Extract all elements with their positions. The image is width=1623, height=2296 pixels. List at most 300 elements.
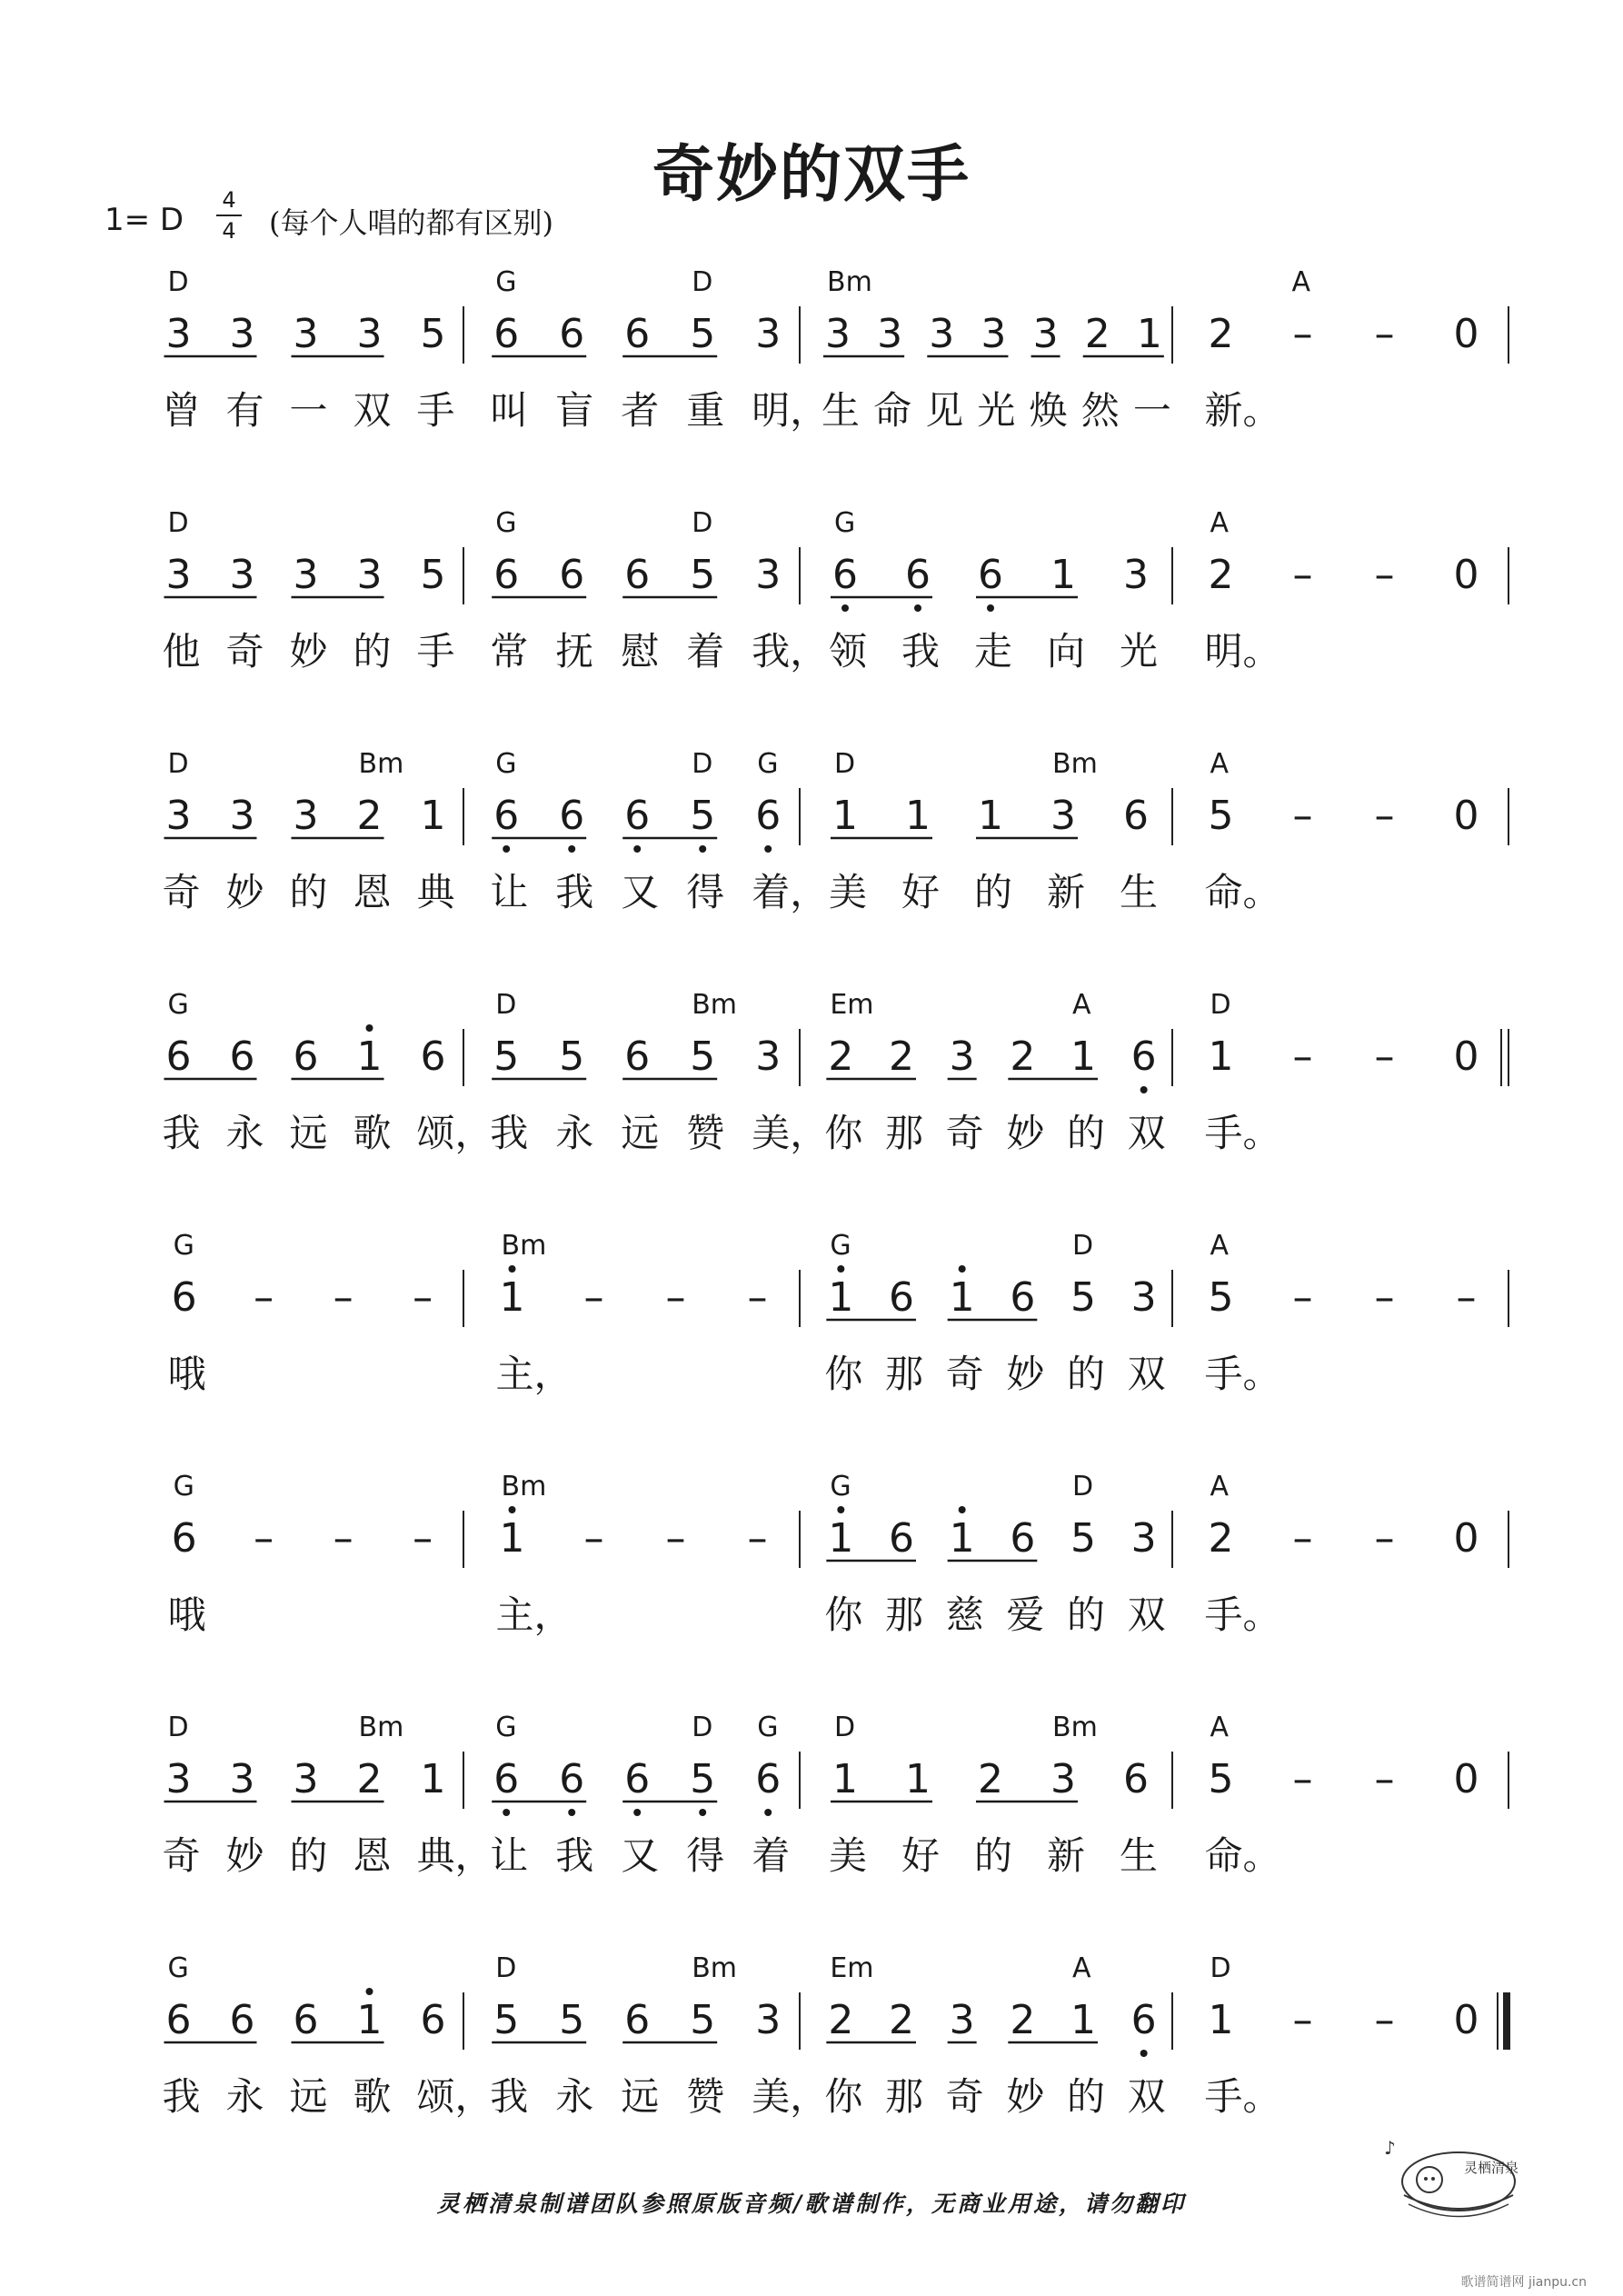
lyric: 我 bbox=[490, 2074, 529, 2119]
lyric: 见 bbox=[925, 388, 964, 433]
note: 1 bbox=[1208, 1997, 1234, 2043]
note: 3 bbox=[755, 1033, 782, 1080]
lyric: 你 bbox=[824, 2074, 863, 2119]
lyric: 奇 bbox=[945, 1352, 984, 1396]
lyric: 慰 bbox=[621, 629, 660, 674]
dash-note: – bbox=[1292, 793, 1313, 839]
note: 6 bbox=[1130, 1997, 1157, 2043]
chord-symbol: A bbox=[1210, 1471, 1230, 1502]
note: 1 bbox=[978, 793, 1003, 839]
chord-symbol: Bm bbox=[1052, 1712, 1098, 1743]
time-signature-denominator: 4 bbox=[222, 218, 236, 244]
note: 2 bbox=[889, 1997, 914, 2043]
note: 3 bbox=[755, 552, 782, 598]
note: 3 bbox=[229, 1756, 255, 1802]
note: 5 bbox=[1070, 1515, 1096, 1562]
low-octave-dot bbox=[699, 845, 706, 853]
note: 6 bbox=[559, 552, 585, 598]
lyric: 然 bbox=[1080, 388, 1120, 433]
note: 2 bbox=[1010, 1997, 1036, 2043]
note: 3 bbox=[165, 1756, 192, 1802]
note: 3 bbox=[981, 311, 1007, 357]
lyric: 的 bbox=[974, 870, 1013, 914]
note: 2 bbox=[1208, 311, 1234, 357]
note: 6 bbox=[493, 552, 520, 598]
dash-note: – bbox=[1292, 1756, 1313, 1802]
chord-symbol: Em bbox=[830, 989, 874, 1021]
lyric: 双 bbox=[1127, 1352, 1166, 1396]
lyric: 妙 bbox=[1006, 1111, 1045, 1155]
lyric: 新。 bbox=[1204, 388, 1281, 433]
note: 1 bbox=[1070, 1997, 1096, 2043]
note: 5 bbox=[559, 1997, 585, 2043]
lyric: 双 bbox=[1127, 1111, 1166, 1155]
lyric: 抚 bbox=[555, 629, 594, 674]
chord-symbol: D bbox=[167, 507, 189, 539]
note: 3 bbox=[356, 552, 383, 598]
lyric: 生 bbox=[1120, 1833, 1159, 1878]
note: 6 bbox=[1123, 1756, 1149, 1802]
dash-note: – bbox=[1374, 311, 1395, 357]
note: 6 bbox=[559, 793, 585, 839]
note: 6 bbox=[624, 552, 651, 598]
note: 1 bbox=[420, 793, 446, 839]
lyric: 主， bbox=[495, 1352, 573, 1396]
lyric: 美， bbox=[752, 2074, 829, 2119]
lyric: 我 bbox=[162, 2074, 201, 2119]
lyric: 向 bbox=[1047, 629, 1086, 674]
high-octave-dot bbox=[366, 1024, 373, 1032]
note: 3 bbox=[356, 311, 383, 357]
lyric: 赞 bbox=[686, 2074, 725, 2119]
chord-symbol: A bbox=[1210, 748, 1230, 780]
note: 3 bbox=[229, 793, 255, 839]
chord-symbol: D bbox=[692, 266, 713, 298]
dash-note: – bbox=[583, 1274, 604, 1321]
low-octave-dot bbox=[764, 1809, 772, 1816]
performance-remark: (每个人唱的都有区别) bbox=[269, 205, 553, 240]
note: 0 bbox=[1453, 793, 1479, 839]
note: 5 bbox=[690, 311, 716, 357]
chord-symbol: G bbox=[757, 748, 779, 780]
lyric: 双 bbox=[1127, 2074, 1166, 2119]
lyric: 的 bbox=[1067, 2074, 1106, 2119]
note: 0 bbox=[1453, 552, 1479, 598]
lyric: 的 bbox=[289, 1833, 328, 1878]
high-octave-dot bbox=[837, 1506, 844, 1513]
note: 2 bbox=[828, 1033, 854, 1080]
note: 3 bbox=[755, 311, 782, 357]
lyric: 好 bbox=[901, 870, 941, 914]
chord-symbol: D bbox=[692, 748, 713, 780]
note: 0 bbox=[1453, 1997, 1479, 2043]
lyric: 我， bbox=[752, 629, 829, 674]
low-octave-dot bbox=[503, 1809, 510, 1816]
lyric: 着， bbox=[752, 870, 829, 914]
chord-symbol: G bbox=[167, 989, 189, 1021]
chord-symbol: D bbox=[167, 266, 189, 298]
note: 5 bbox=[420, 552, 446, 598]
low-octave-dot bbox=[699, 1809, 706, 1816]
lyric: 歌 bbox=[353, 1111, 392, 1155]
lyric: 的 bbox=[353, 629, 392, 674]
lyric: 走 bbox=[974, 629, 1013, 674]
lyric: 奇 bbox=[162, 1833, 201, 1878]
note: 6 bbox=[493, 311, 520, 357]
note: 6 bbox=[1010, 1515, 1036, 1562]
note: 5 bbox=[493, 1033, 520, 1080]
note: 2 bbox=[1084, 311, 1110, 357]
dash-note: – bbox=[1374, 1756, 1395, 1802]
lyric: 我 bbox=[555, 1833, 594, 1878]
lyric: 我 bbox=[162, 1111, 201, 1155]
note: 1 bbox=[949, 1274, 975, 1321]
time-signature-numerator: 4 bbox=[222, 187, 236, 213]
note: 6 bbox=[229, 1997, 255, 2043]
lyric: 那 bbox=[885, 1352, 924, 1396]
lyric: 美 bbox=[829, 1833, 868, 1878]
note: 3 bbox=[1123, 552, 1149, 598]
dash-note: – bbox=[1292, 1033, 1313, 1080]
note: 6 bbox=[624, 793, 651, 839]
chord-symbol: D bbox=[495, 1952, 517, 1984]
lyric: 手 bbox=[416, 388, 455, 433]
dash-note: – bbox=[1292, 1997, 1313, 2043]
chord-symbol: G bbox=[495, 266, 517, 298]
lyric: 领 bbox=[829, 629, 868, 674]
lyric: 手。 bbox=[1204, 1111, 1281, 1155]
lyric: 永 bbox=[225, 1111, 264, 1155]
lyric: 手 bbox=[416, 629, 455, 674]
note: 6 bbox=[229, 1033, 255, 1080]
lyric: 永 bbox=[555, 2074, 594, 2119]
note: 3 bbox=[825, 311, 851, 357]
lyric: 哦 bbox=[167, 1352, 206, 1396]
lyric: 那 bbox=[885, 1111, 924, 1155]
lyric: 奇 bbox=[945, 2074, 984, 2119]
note: 6 bbox=[420, 1997, 446, 2043]
lyric: 生 bbox=[1120, 870, 1159, 914]
note: 0 bbox=[1453, 1033, 1479, 1080]
note: 3 bbox=[1032, 311, 1059, 357]
dash-note: – bbox=[665, 1515, 686, 1562]
chord-symbol: G bbox=[834, 507, 856, 539]
note: 6 bbox=[624, 1997, 651, 2043]
note: 5 bbox=[559, 1033, 585, 1080]
note: 6 bbox=[1130, 1033, 1157, 1080]
note: 3 bbox=[293, 311, 319, 357]
lyric: 我 bbox=[490, 1111, 529, 1155]
note: 6 bbox=[755, 1756, 782, 1802]
dash-note: – bbox=[254, 1274, 274, 1321]
lyric: 命。 bbox=[1204, 1833, 1281, 1878]
dash-note: – bbox=[1292, 1274, 1313, 1321]
lyric: 那 bbox=[885, 2074, 924, 2119]
high-octave-dot bbox=[366, 1988, 373, 1995]
note: 3 bbox=[1050, 793, 1076, 839]
low-octave-dot bbox=[633, 1809, 641, 1816]
page-title: 奇妙的双手 bbox=[652, 139, 971, 211]
dash-note: – bbox=[1374, 552, 1395, 598]
low-octave-dot bbox=[987, 604, 994, 612]
note: 3 bbox=[877, 311, 903, 357]
note: 5 bbox=[690, 552, 716, 598]
note: 6 bbox=[624, 1033, 651, 1080]
key-signature: 1= D bbox=[105, 202, 184, 238]
chord-symbol: G bbox=[830, 1230, 851, 1262]
dash-note: – bbox=[1374, 1997, 1395, 2043]
note: 6 bbox=[832, 552, 858, 598]
lyric: 有 bbox=[225, 388, 264, 433]
note: 1 bbox=[499, 1274, 525, 1321]
chord-symbol: A bbox=[1072, 989, 1091, 1021]
lyric: 妙 bbox=[1006, 2074, 1045, 2119]
note: 6 bbox=[420, 1033, 446, 1080]
note: 6 bbox=[559, 1756, 585, 1802]
lyric: 的 bbox=[1067, 1111, 1106, 1155]
lyric: 歌 bbox=[353, 2074, 392, 2119]
note: 6 bbox=[559, 311, 585, 357]
chord-symbol: A bbox=[1210, 1712, 1230, 1743]
chord-symbol: Bm bbox=[501, 1471, 547, 1502]
lyric: 叫 bbox=[490, 388, 529, 433]
lyric: 光 bbox=[977, 388, 1016, 433]
note: 3 bbox=[165, 793, 192, 839]
note: 5 bbox=[690, 1997, 716, 2043]
dash-note: – bbox=[333, 1515, 353, 1562]
low-octave-dot bbox=[1140, 1086, 1148, 1093]
lyric: 常 bbox=[490, 629, 529, 674]
lyric: 又 bbox=[621, 1833, 660, 1878]
lyric: 你 bbox=[824, 1111, 863, 1155]
lyric: 的 bbox=[1067, 1352, 1106, 1396]
lyric: 他 bbox=[162, 629, 201, 674]
lyric: 命 bbox=[873, 388, 912, 433]
high-octave-dot bbox=[959, 1265, 966, 1273]
note: 0 bbox=[1453, 1515, 1479, 1562]
lyric: 你 bbox=[824, 1592, 863, 1637]
dash-note: – bbox=[1374, 1033, 1395, 1080]
chord-symbol: A bbox=[1072, 1952, 1091, 1984]
note: 3 bbox=[165, 311, 192, 357]
lyric: 永 bbox=[225, 2074, 264, 2119]
note: 3 bbox=[1130, 1274, 1157, 1321]
chord-symbol: G bbox=[830, 1471, 851, 1502]
lyric: 焕 bbox=[1029, 388, 1068, 433]
lyric: 美， bbox=[752, 1111, 829, 1155]
note: 3 bbox=[949, 1997, 975, 2043]
lyric: 奇 bbox=[945, 1111, 984, 1155]
chord-symbol: Bm bbox=[501, 1230, 547, 1262]
lyric: 妙 bbox=[225, 870, 264, 914]
lyric: 恩 bbox=[353, 1833, 392, 1878]
note: 5 bbox=[690, 1756, 716, 1802]
note: 2 bbox=[1208, 1515, 1234, 1562]
note: 6 bbox=[624, 311, 651, 357]
dash-note: – bbox=[1292, 1515, 1313, 1562]
note: 6 bbox=[293, 1033, 319, 1080]
note: 5 bbox=[1208, 1756, 1234, 1802]
lyric: 得 bbox=[686, 870, 725, 914]
note: 3 bbox=[293, 793, 319, 839]
lyric: 好 bbox=[901, 1833, 941, 1878]
chord-symbol: D bbox=[167, 1712, 189, 1743]
dash-note: – bbox=[1292, 311, 1313, 357]
chord-symbol: Bm bbox=[1052, 748, 1098, 780]
chord-symbol: A bbox=[1210, 507, 1230, 539]
lyric: 典 bbox=[416, 870, 455, 914]
lyric: 一 bbox=[1132, 388, 1171, 433]
high-octave-dot bbox=[509, 1265, 516, 1273]
note: 1 bbox=[949, 1515, 975, 1562]
chord-symbol: D bbox=[495, 989, 517, 1021]
note: 2 bbox=[889, 1033, 914, 1080]
dash-note: – bbox=[1374, 793, 1395, 839]
lyric: 颂， bbox=[416, 1111, 493, 1155]
note: 1 bbox=[1208, 1033, 1234, 1080]
lyric: 奇 bbox=[225, 629, 264, 674]
note: 6 bbox=[493, 1756, 520, 1802]
lyric: 手。 bbox=[1204, 1592, 1281, 1637]
lyric: 手。 bbox=[1204, 1352, 1281, 1396]
note: 5 bbox=[420, 311, 446, 357]
lyric: 我 bbox=[555, 870, 594, 914]
note: 3 bbox=[229, 311, 255, 357]
lyric: 典， bbox=[416, 1833, 493, 1878]
note: 2 bbox=[828, 1997, 854, 2043]
lyric: 双 bbox=[1127, 1592, 1166, 1637]
chord-symbol: A bbox=[1210, 1230, 1230, 1262]
lyric: 得 bbox=[686, 1833, 725, 1878]
lyric: 曾 bbox=[162, 388, 201, 433]
lyric: 明， bbox=[752, 388, 829, 433]
chord-symbol: Bm bbox=[358, 748, 404, 780]
low-octave-dot bbox=[568, 845, 575, 853]
note: 1 bbox=[905, 793, 931, 839]
chord-symbol: Bm bbox=[358, 1712, 404, 1743]
low-octave-dot bbox=[633, 845, 641, 853]
note: 6 bbox=[171, 1515, 197, 1562]
note: 5 bbox=[1208, 793, 1234, 839]
lyric: 赞 bbox=[686, 1111, 725, 1155]
dash-note: – bbox=[413, 1274, 433, 1321]
lyric: 的 bbox=[289, 870, 328, 914]
low-octave-dot bbox=[503, 845, 510, 853]
lyric: 手。 bbox=[1204, 2074, 1281, 2119]
note: 2 bbox=[1010, 1033, 1036, 1080]
chord-symbol: G bbox=[495, 1712, 517, 1743]
chord-symbol: D bbox=[692, 1712, 713, 1743]
lyric: 新 bbox=[1047, 1833, 1086, 1878]
note: 1 bbox=[832, 793, 858, 839]
note: 6 bbox=[1010, 1274, 1036, 1321]
lyric: 盲 bbox=[555, 388, 594, 433]
lyric: 爱 bbox=[1006, 1592, 1045, 1637]
note: 3 bbox=[949, 1033, 975, 1080]
dash-note: – bbox=[333, 1274, 353, 1321]
lyric: 远 bbox=[621, 2074, 660, 2119]
lyric: 着 bbox=[752, 1833, 791, 1878]
note: 6 bbox=[165, 1033, 192, 1080]
note: 3 bbox=[293, 1756, 319, 1802]
chord-symbol: D bbox=[1072, 1230, 1094, 1262]
note: 6 bbox=[165, 1997, 192, 2043]
note: 6 bbox=[889, 1274, 914, 1321]
note: 6 bbox=[293, 1997, 319, 2043]
note: 6 bbox=[1123, 793, 1149, 839]
dash-note: – bbox=[254, 1515, 274, 1562]
chord-symbol: D bbox=[834, 748, 856, 780]
lyric: 着 bbox=[686, 629, 725, 674]
note: 2 bbox=[1208, 552, 1234, 598]
lyric: 妙 bbox=[1006, 1352, 1045, 1396]
lyric: 光 bbox=[1120, 629, 1159, 674]
chord-symbol: G bbox=[757, 1712, 779, 1743]
svg-text:♪: ♪ bbox=[1384, 2137, 1396, 2159]
chord-symbol: G bbox=[495, 748, 517, 780]
chord-symbol: D bbox=[167, 748, 189, 780]
note: 1 bbox=[356, 1033, 383, 1080]
dash-note: – bbox=[747, 1515, 768, 1562]
note: 1 bbox=[1050, 552, 1076, 598]
note: 1 bbox=[1070, 1033, 1096, 1080]
note: 3 bbox=[1130, 1515, 1157, 1562]
chord-symbol: D bbox=[834, 1712, 856, 1743]
lyric: 哦 bbox=[167, 1592, 206, 1637]
lyric: 让 bbox=[490, 1833, 529, 1878]
lyric: 又 bbox=[621, 870, 660, 914]
note: 1 bbox=[832, 1756, 858, 1802]
note: 5 bbox=[690, 1033, 716, 1080]
lyric: 远 bbox=[289, 2074, 328, 2119]
dash-note: – bbox=[583, 1515, 604, 1562]
low-octave-dot bbox=[568, 1809, 575, 1816]
chord-symbol: Bm bbox=[692, 1952, 738, 1984]
note: 3 bbox=[755, 1997, 782, 2043]
chord-symbol: D bbox=[1210, 989, 1231, 1021]
lyric: 双 bbox=[353, 388, 392, 433]
chord-symbol: Em bbox=[830, 1952, 874, 1984]
note: 3 bbox=[293, 552, 319, 598]
note: 3 bbox=[929, 311, 955, 357]
lyric: 奇 bbox=[162, 870, 201, 914]
note: 3 bbox=[1050, 1756, 1076, 1802]
note: 1 bbox=[828, 1515, 854, 1562]
chord-symbol: A bbox=[1291, 266, 1311, 298]
lyric: 颂， bbox=[416, 2074, 493, 2119]
high-octave-dot bbox=[509, 1506, 516, 1513]
note: 1 bbox=[828, 1274, 854, 1321]
lyric: 的 bbox=[974, 1833, 1013, 1878]
low-octave-dot bbox=[841, 604, 849, 612]
chord-symbol: G bbox=[495, 507, 517, 539]
footer-note: 灵栖清泉制谱团队参照原版音频/歌谱制作，无商业用途，请勿翻印 bbox=[436, 2191, 1187, 2217]
chord-symbol: Bm bbox=[692, 989, 738, 1021]
lyric: 生 bbox=[821, 388, 861, 433]
note: 5 bbox=[690, 793, 716, 839]
note: 5 bbox=[1208, 1274, 1234, 1321]
lyric: 让 bbox=[490, 870, 529, 914]
lyric: 命。 bbox=[1204, 870, 1281, 914]
low-octave-dot bbox=[1140, 2050, 1148, 2057]
low-octave-dot bbox=[764, 845, 772, 853]
chord-symbol: G bbox=[173, 1471, 194, 1502]
note: 6 bbox=[905, 552, 931, 598]
chord-symbol: Bm bbox=[827, 266, 872, 298]
note: 6 bbox=[889, 1515, 914, 1562]
lyric: 主， bbox=[495, 1592, 573, 1637]
lyric: 新 bbox=[1047, 870, 1086, 914]
